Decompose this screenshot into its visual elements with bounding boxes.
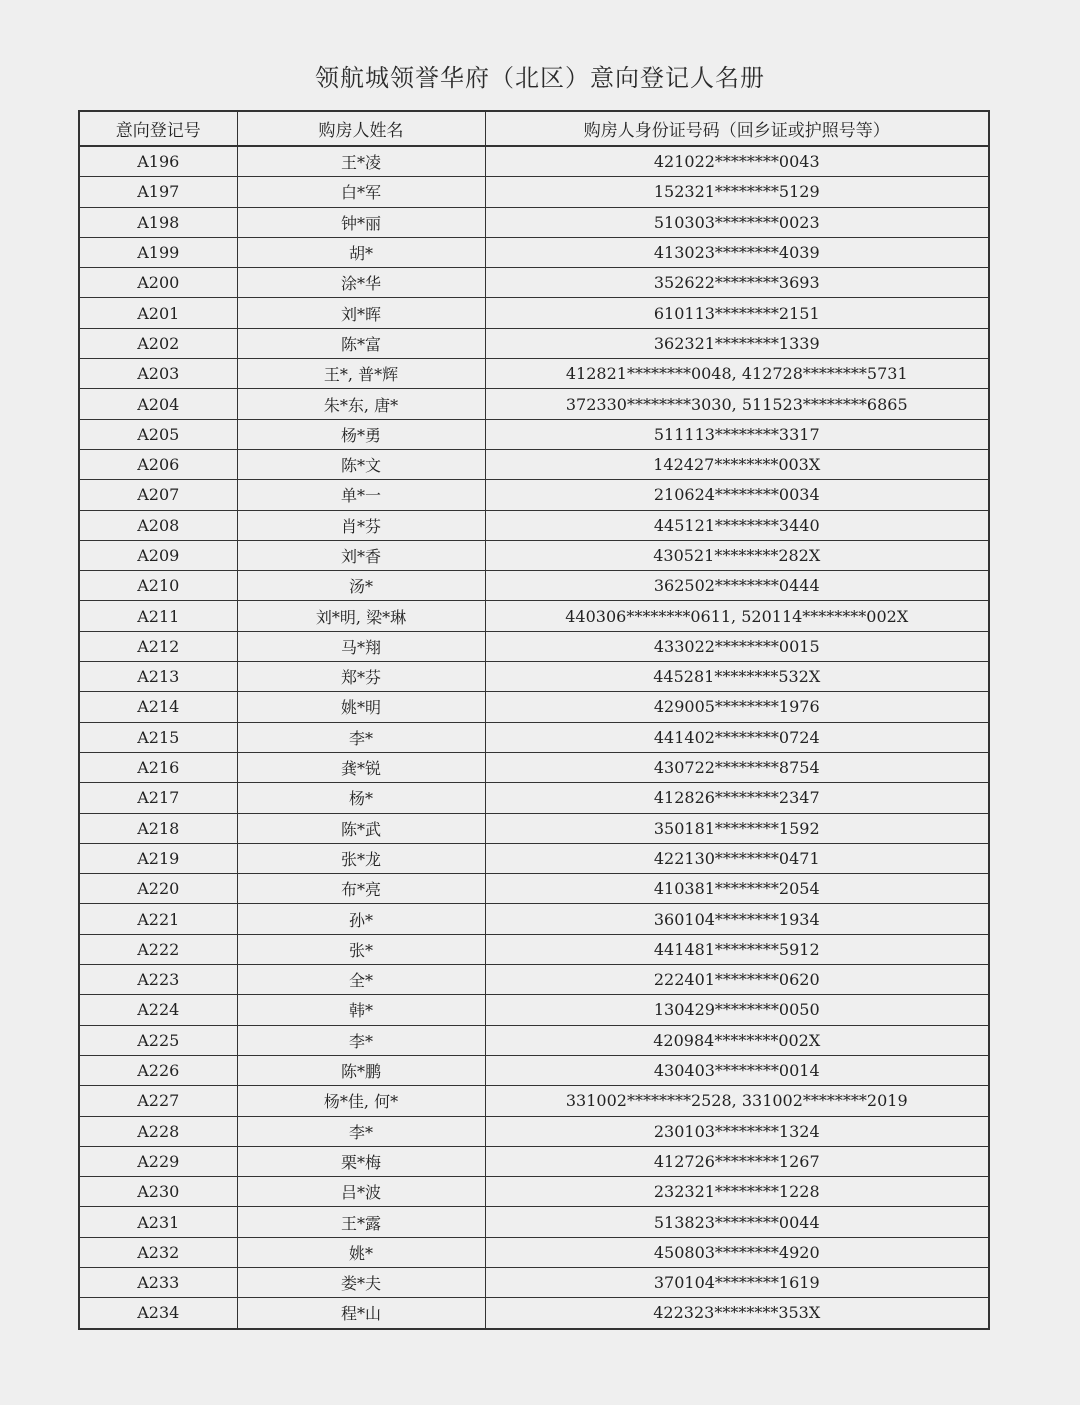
table-row [79, 1237, 989, 1267]
registration-number-cell: A199 [79, 237, 237, 267]
buyer-name-cell: 白*军 [237, 177, 485, 207]
id-number-cell: 433022********0015 [485, 631, 989, 661]
buyer-name-cell: 龚*锐 [237, 752, 485, 782]
header-row [79, 111, 989, 146]
registration-number-cell: A222 [79, 934, 237, 964]
buyer-name-cell: 涂*华 [237, 268, 485, 298]
table-row [79, 1267, 989, 1297]
id-number-cell: 430403********0014 [485, 1055, 989, 1085]
buyer-name-cell: 孙* [237, 904, 485, 934]
registration-number-cell: A223 [79, 965, 237, 995]
id-number-cell: 413023********4039 [485, 237, 989, 267]
id-number-cell: 412726********1267 [485, 1146, 989, 1176]
table-row [79, 995, 989, 1025]
id-number-cell: 421022********0043 [485, 146, 989, 177]
registration-number-cell: A207 [79, 480, 237, 510]
id-number-cell: 331002********2528, 331002********2019 [485, 1086, 989, 1116]
registration-number-cell: A229 [79, 1146, 237, 1176]
table-row [79, 692, 989, 722]
registration-number-cell: A201 [79, 298, 237, 328]
id-number-cell: 370104********1619 [485, 1267, 989, 1297]
buyer-name-cell: 王*, 普*辉 [237, 359, 485, 389]
table-row [79, 359, 989, 389]
registration-number-cell: A231 [79, 1207, 237, 1237]
buyer-name-cell: 肖*芬 [237, 510, 485, 540]
page-title: 领航城领誉华府（北区）意向登记人名册 [315, 64, 765, 92]
registration-number-cell: A219 [79, 843, 237, 873]
registration-number-cell: A220 [79, 874, 237, 904]
id-number-cell: 510303********0023 [485, 207, 989, 237]
table-row [79, 146, 989, 177]
id-number-cell: 440306********0611, 520114********002X [485, 601, 989, 631]
registration-number-cell: A233 [79, 1267, 237, 1297]
buyer-name-cell: 吕*波 [237, 1177, 485, 1207]
buyer-name-cell: 全* [237, 965, 485, 995]
buyer-name-cell: 朱*东, 唐* [237, 389, 485, 419]
buyer-name-cell: 杨*佳, 何* [237, 1086, 485, 1116]
table-header [79, 111, 989, 146]
table-row [79, 1146, 989, 1176]
buyer-name-cell: 汤* [237, 571, 485, 601]
table-body [79, 146, 989, 1329]
id-number-cell: 430521********282X [485, 540, 989, 570]
registration-number-cell: A224 [79, 995, 237, 1025]
registration-number-cell: A212 [79, 631, 237, 661]
registration-number-cell: A197 [79, 177, 237, 207]
registration-table [78, 110, 990, 1330]
buyer-name-cell: 张*龙 [237, 843, 485, 873]
registration-number-cell: A200 [79, 268, 237, 298]
id-number-cell: 450803********4920 [485, 1237, 989, 1267]
table-row [79, 843, 989, 873]
registration-number-cell: A196 [79, 146, 237, 177]
table-row [79, 389, 989, 419]
registration-number-cell: A209 [79, 540, 237, 570]
table-row [79, 419, 989, 449]
registration-number-cell: A198 [79, 207, 237, 237]
buyer-name-cell: 刘*明, 梁*琳 [237, 601, 485, 631]
table-row [79, 934, 989, 964]
registration-number-cell: A227 [79, 1086, 237, 1116]
table-row [79, 662, 989, 692]
table-row [79, 874, 989, 904]
table-row [79, 237, 989, 267]
id-number-cell: 429005********1976 [485, 692, 989, 722]
id-number-cell: 513823********0044 [485, 1207, 989, 1237]
buyer-name-cell: 胡* [237, 237, 485, 267]
buyer-name-cell: 姚*明 [237, 692, 485, 722]
registration-number-cell: A215 [79, 722, 237, 752]
buyer-name-cell: 陈*鹏 [237, 1055, 485, 1085]
buyer-name-cell: 单*一 [237, 480, 485, 510]
buyer-name-cell: 布*亮 [237, 874, 485, 904]
table-row [79, 601, 989, 631]
table-row [79, 631, 989, 661]
buyer-name-cell: 李* [237, 1025, 485, 1055]
buyer-name-cell: 刘*香 [237, 540, 485, 570]
id-number-cell: 152321********5129 [485, 177, 989, 207]
id-number-cell: 412821********0048, 412728********5731 [485, 359, 989, 389]
buyer-name-cell: 陈*富 [237, 328, 485, 358]
table-row [79, 722, 989, 752]
table-row [79, 1025, 989, 1055]
registration-number-cell: A226 [79, 1055, 237, 1085]
registration-number-cell: A205 [79, 419, 237, 449]
header-id-number: 购房人身份证号码（回乡证或护照号等） [485, 111, 989, 146]
table-row [79, 207, 989, 237]
table-row [79, 813, 989, 843]
id-number-cell: 441481********5912 [485, 934, 989, 964]
id-number-cell: 445281********532X [485, 662, 989, 692]
registration-number-cell: A228 [79, 1116, 237, 1146]
table-row [79, 1207, 989, 1237]
header-buyer-name: 购房人姓名 [237, 111, 485, 146]
table-row [79, 571, 989, 601]
id-number-cell: 350181********1592 [485, 813, 989, 843]
buyer-name-cell: 王*凌 [237, 146, 485, 177]
table-row [79, 783, 989, 813]
id-number-cell: 430722********8754 [485, 752, 989, 782]
buyer-name-cell: 张* [237, 934, 485, 964]
id-number-cell: 410381********2054 [485, 874, 989, 904]
id-number-cell: 142427********003X [485, 449, 989, 479]
buyer-name-cell: 刘*晖 [237, 298, 485, 328]
buyer-name-cell: 姚* [237, 1237, 485, 1267]
header-registration-number: 意向登记号 [79, 111, 237, 146]
id-number-cell: 352622********3693 [485, 268, 989, 298]
table-row [79, 1298, 989, 1329]
registration-number-cell: A217 [79, 783, 237, 813]
id-number-cell: 420984********002X [485, 1025, 989, 1055]
id-number-cell: 210624********0034 [485, 480, 989, 510]
registration-number-cell: A206 [79, 449, 237, 479]
id-number-cell: 610113********2151 [485, 298, 989, 328]
table-row [79, 177, 989, 207]
table-row [79, 510, 989, 540]
buyer-name-cell: 王*露 [237, 1207, 485, 1237]
id-number-cell: 362502********0444 [485, 571, 989, 601]
registration-number-cell: A211 [79, 601, 237, 631]
buyer-name-cell: 李* [237, 722, 485, 752]
table-row [79, 298, 989, 328]
registration-number-cell: A230 [79, 1177, 237, 1207]
id-number-cell: 422323********353X [485, 1298, 989, 1329]
id-number-cell: 511113********3317 [485, 419, 989, 449]
id-number-cell: 445121********3440 [485, 510, 989, 540]
table-row [79, 1086, 989, 1116]
id-number-cell: 230103********1324 [485, 1116, 989, 1146]
table-row [79, 480, 989, 510]
table-row [79, 268, 989, 298]
table-row [79, 1177, 989, 1207]
id-number-cell: 441402********0724 [485, 722, 989, 752]
table-row [79, 1116, 989, 1146]
table-row [79, 328, 989, 358]
registration-number-cell: A210 [79, 571, 237, 601]
buyer-name-cell: 陈*武 [237, 813, 485, 843]
table-row [79, 540, 989, 570]
buyer-name-cell: 杨* [237, 783, 485, 813]
registration-number-cell: A225 [79, 1025, 237, 1055]
buyer-name-cell: 栗*梅 [237, 1146, 485, 1176]
registration-number-cell: A216 [79, 752, 237, 782]
registration-number-cell: A208 [79, 510, 237, 540]
id-number-cell: 362321********1339 [485, 328, 989, 358]
buyer-name-cell: 李* [237, 1116, 485, 1146]
registration-number-cell: A213 [79, 662, 237, 692]
buyer-name-cell: 郑*芬 [237, 662, 485, 692]
table-row [79, 1055, 989, 1085]
registration-number-cell: A203 [79, 359, 237, 389]
table-row [79, 752, 989, 782]
id-number-cell: 130429********0050 [485, 995, 989, 1025]
registration-number-cell: A218 [79, 813, 237, 843]
registration-number-cell: A232 [79, 1237, 237, 1267]
id-number-cell: 412826********2347 [485, 783, 989, 813]
registration-number-cell: A204 [79, 389, 237, 419]
buyer-name-cell: 马*翔 [237, 631, 485, 661]
buyer-name-cell: 钟*丽 [237, 207, 485, 237]
registration-number-cell: A234 [79, 1298, 237, 1329]
id-number-cell: 232321********1228 [485, 1177, 989, 1207]
buyer-name-cell: 韩* [237, 995, 485, 1025]
id-number-cell: 360104********1934 [485, 904, 989, 934]
buyer-name-cell: 陈*文 [237, 449, 485, 479]
registration-number-cell: A221 [79, 904, 237, 934]
buyer-name-cell: 程*山 [237, 1298, 485, 1329]
table-row [79, 904, 989, 934]
id-number-cell: 422130********0471 [485, 843, 989, 873]
registration-number-cell: A214 [79, 692, 237, 722]
id-number-cell: 222401********0620 [485, 965, 989, 995]
table-row [79, 449, 989, 479]
registration-number-cell: A202 [79, 328, 237, 358]
buyer-name-cell: 杨*勇 [237, 419, 485, 449]
buyer-name-cell: 娄*夫 [237, 1267, 485, 1297]
table-row [79, 965, 989, 995]
id-number-cell: 372330********3030, 511523********6865 [485, 389, 989, 419]
